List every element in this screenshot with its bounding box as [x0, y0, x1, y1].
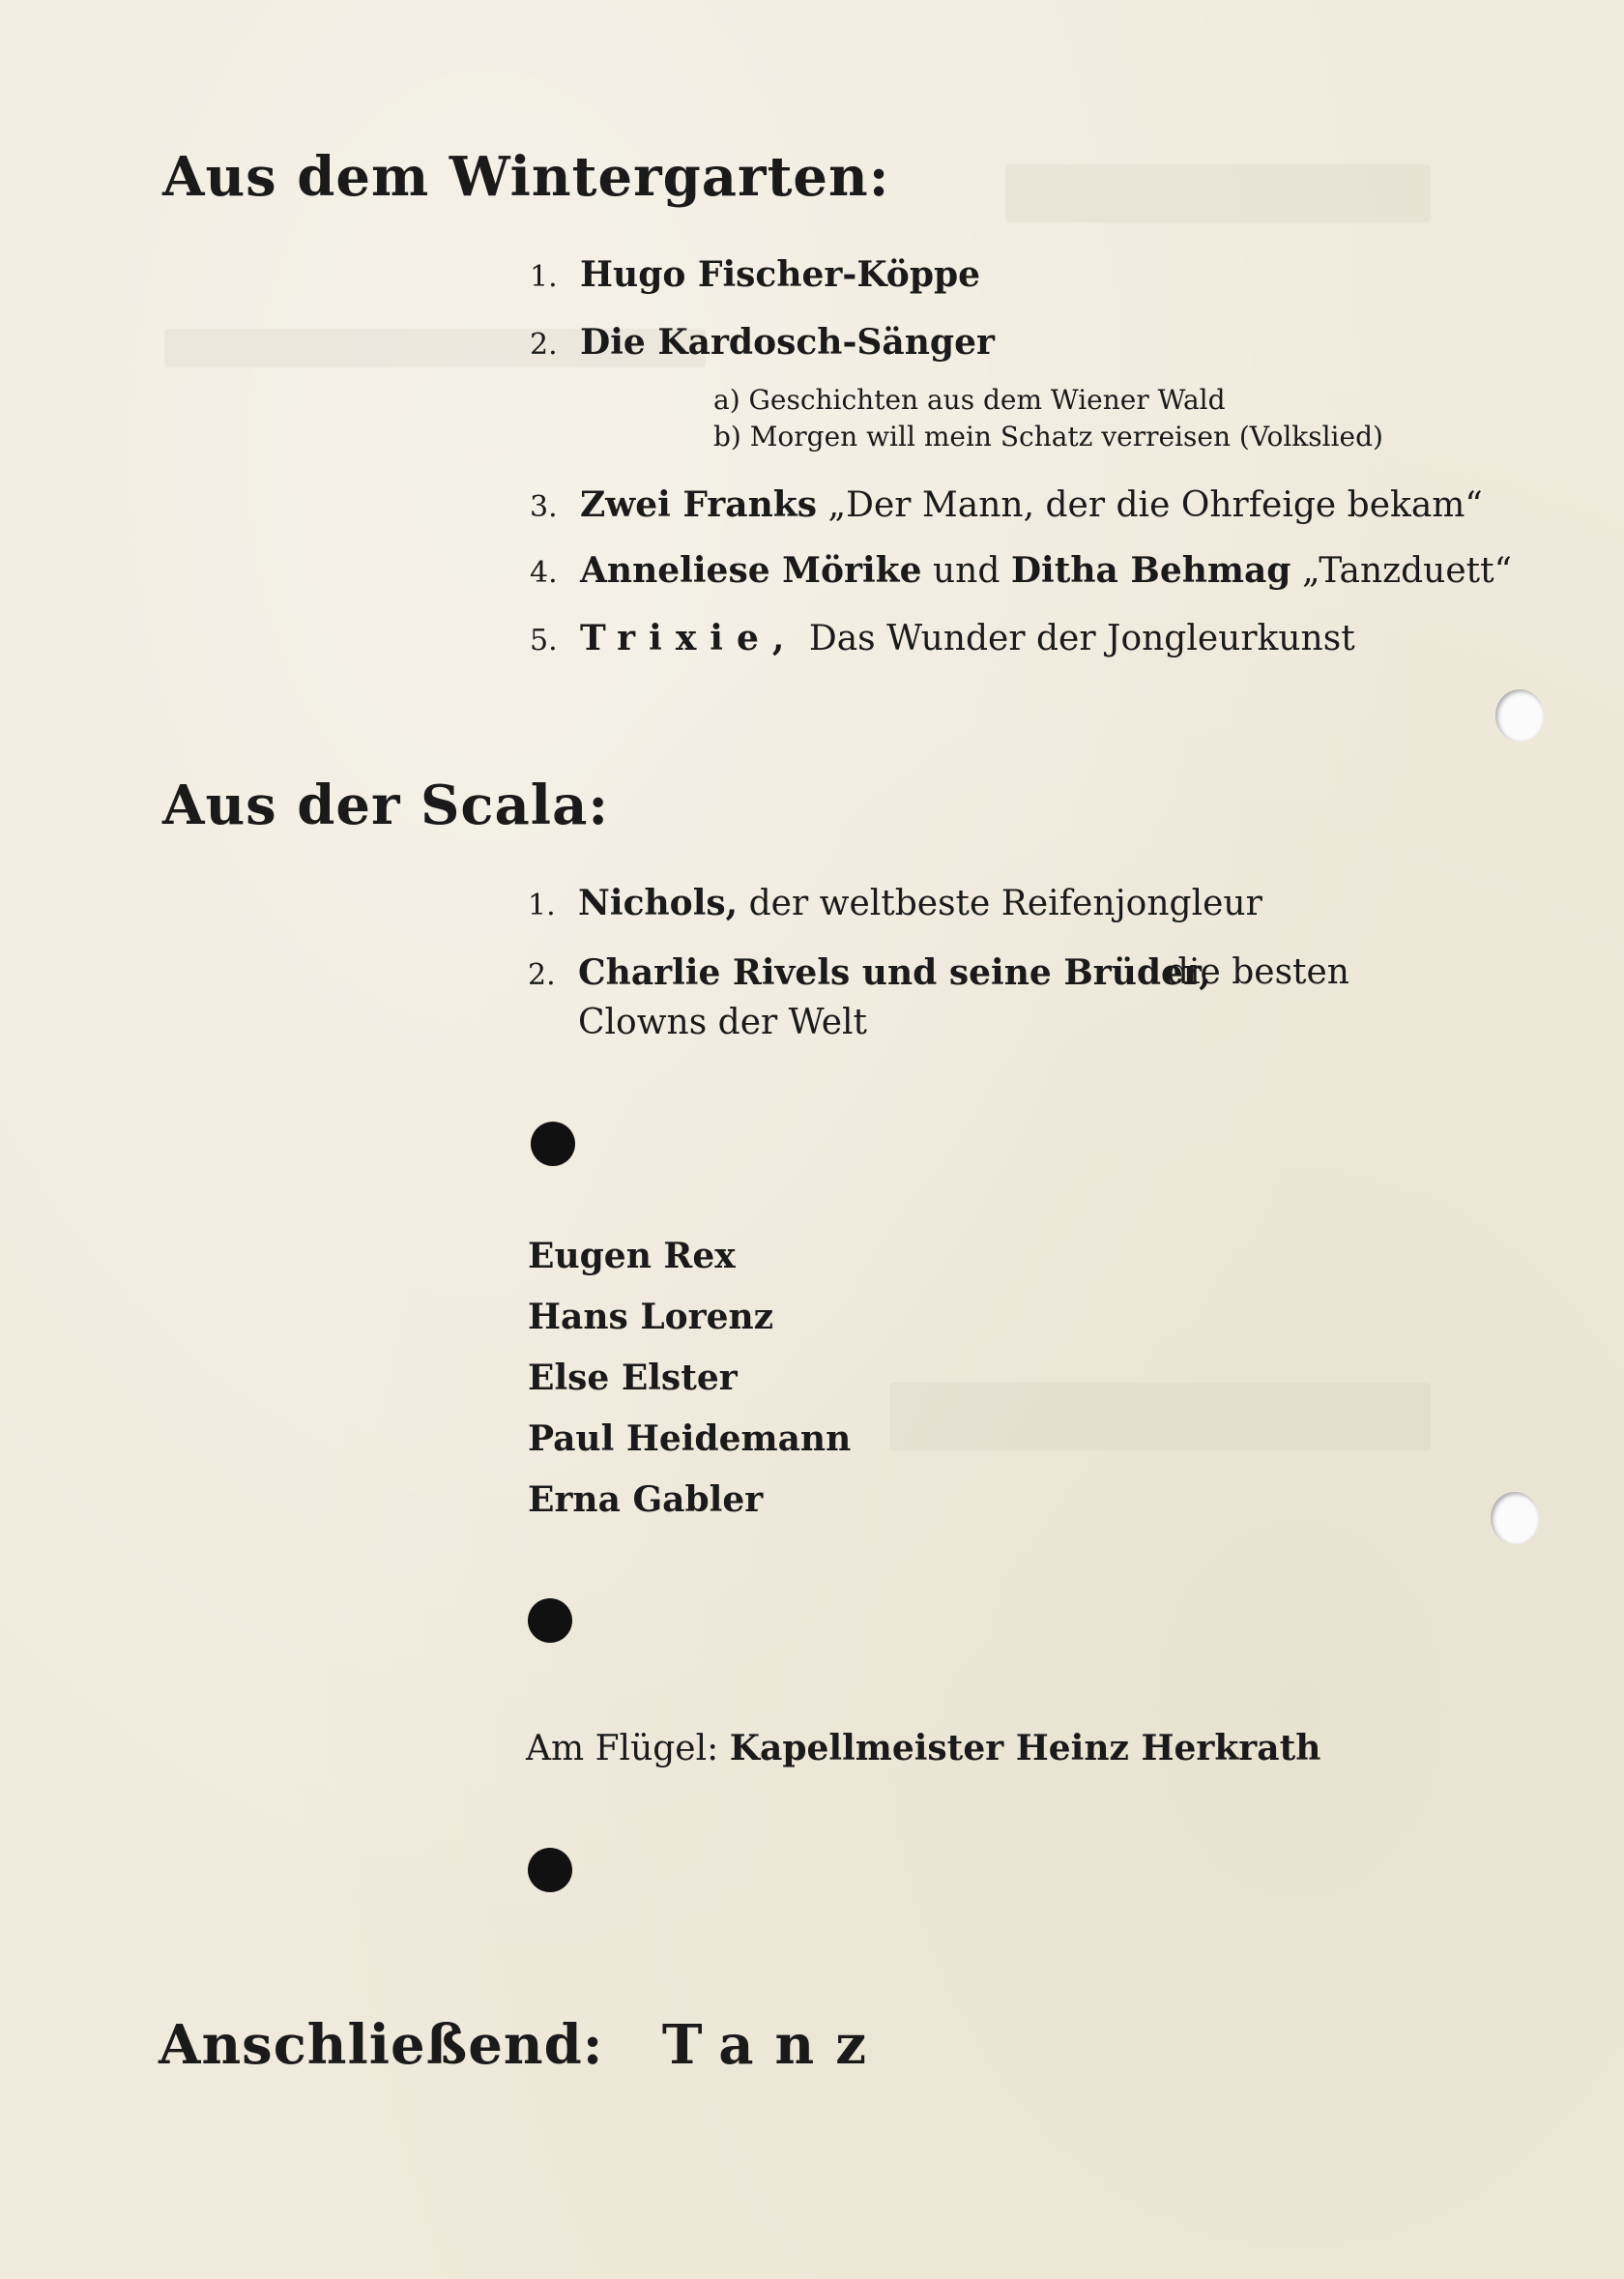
performer-list-item: Paul Heidemann — [528, 1418, 852, 1459]
performer-name: Hugo Fischer-Köppe — [580, 254, 981, 295]
performer-name: Zwei Franks — [580, 484, 817, 525]
performer-name: Ditha Behmag — [1010, 550, 1291, 591]
bullet-dot — [531, 1122, 575, 1166]
item-number: 1. — [530, 260, 558, 294]
program-item — [530, 321, 995, 366]
piano-name: Kapellmeister Heinz Herkrath — [729, 1728, 1321, 1768]
item-number: 4. — [530, 556, 558, 590]
closing-value: Tanz — [661, 2013, 888, 2077]
performer-name: Die Kardosch-Sänger — [580, 322, 995, 363]
performer-name: Nichols, — [578, 883, 739, 923]
act-title: „Tanzduett“ — [1301, 551, 1513, 591]
show-through-mark — [889, 1383, 1431, 1450]
item-number: 5. — [530, 624, 558, 657]
program-item — [528, 951, 1349, 997]
act-title: „Der Mann, der die Ohrfeige bekam“ — [827, 485, 1483, 525]
act-title: Das Wunder der Jongleurkunst — [808, 619, 1355, 658]
act-title: die besten — [1166, 952, 1349, 992]
program-item — [530, 617, 1355, 662]
program-item — [528, 882, 1262, 927]
program-item — [530, 483, 1483, 529]
section-heading-wintergarten: Aus dem Wintergarten: — [162, 145, 890, 209]
sub-item: b) Morgen will mein Schatz verreisen (Volkslied) — [713, 421, 1383, 453]
closing-label: Anschließend: — [159, 2013, 604, 2077]
program-item — [530, 549, 1512, 595]
performer-list-item: Eugen Rex — [528, 1236, 736, 1276]
performer-list-item: Erna Gabler — [528, 1479, 764, 1520]
section-heading-scala: Aus der Scala: — [162, 774, 610, 837]
item-number: 2. — [528, 958, 556, 992]
bullet-dot — [528, 1598, 572, 1643]
closing-line — [159, 2013, 887, 2077]
program-item-continuation: Clowns der Welt — [578, 1003, 868, 1042]
performer-name: Trixie, — [580, 618, 798, 658]
performer-list-item: Else Elster — [528, 1358, 738, 1398]
show-through-mark — [1005, 164, 1431, 222]
act-title: der weltbeste Reifenjongleur — [748, 884, 1262, 923]
item-number: 2. — [530, 328, 558, 362]
punch-hole-bottom — [1491, 1492, 1539, 1544]
punch-hole-top — [1495, 689, 1544, 742]
piano-label: Am Flügel: — [526, 1729, 719, 1768]
bullet-dot — [528, 1848, 572, 1892]
item-number: 3. — [530, 490, 558, 524]
sub-item: a) Geschichten aus dem Wiener Wald — [713, 384, 1226, 416]
piano-credit — [526, 1727, 1320, 1770]
performer-name: Anneliese Mörike — [580, 550, 922, 591]
performer-name: Charlie Rivels und seine Brüder, — [578, 952, 1211, 993]
program-item — [530, 253, 980, 299]
connector-word: und — [932, 551, 1000, 591]
item-number: 1. — [528, 889, 556, 922]
performer-list-item: Hans Lorenz — [528, 1297, 774, 1337]
